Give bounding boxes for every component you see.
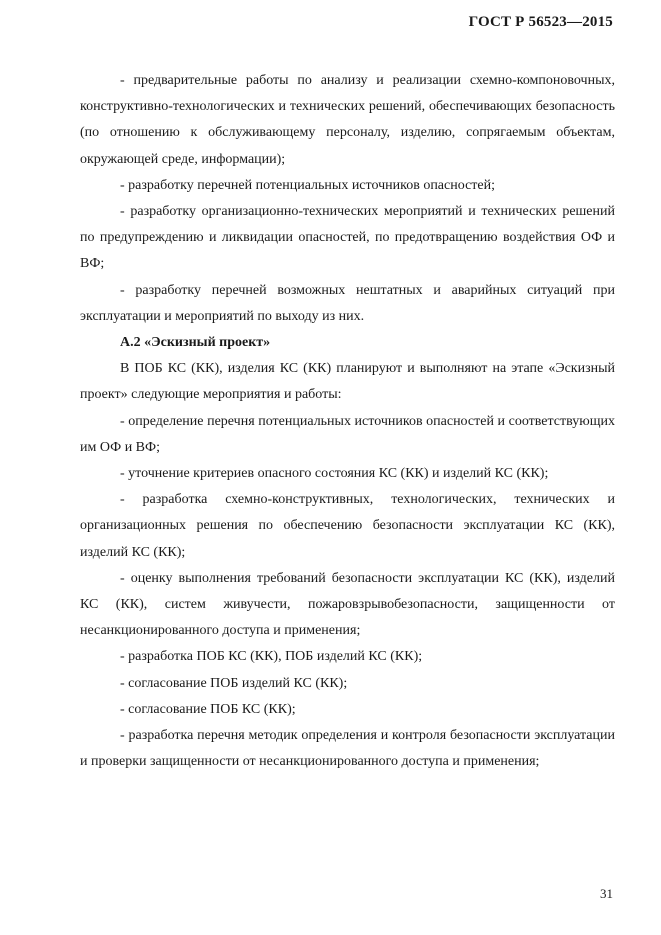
list-item: - предварительные работы по анализу и реализации схемно-компоновочных, конструктивно-технологических и технических решений, обеспечивающих безопасность (по отношению к обслуживающему персоналу, изделию, сопрягаемым объектам, окружающей среде, информации); bbox=[80, 73, 615, 167]
section-intro: В ПОБ КС (КК), изделия КС (КК) планируют и выполняют на этапе «Эскизный проект» следующие мероприятия и работы: bbox=[80, 361, 615, 403]
document-code: ГОСТ Р 56523—2015 bbox=[468, 14, 613, 30]
list-item: - согласование ПОБ КС (КК); bbox=[120, 701, 296, 717]
list-item: - уточнение критериев опасного состояния КС (КК) и изделий КС (КК); bbox=[120, 466, 549, 482]
list-item: - разработку перечней потенциальных источников опасностей; bbox=[120, 177, 496, 193]
list-item: - согласование ПОБ изделий КС (КК); bbox=[120, 675, 348, 691]
page-number: 31 bbox=[600, 886, 613, 901]
list-item: - разработку организационно-технических мероприятий и технических решений по предупреждению и ликвидации опасностей, по предотвращению воздействия ОФ и ВФ; bbox=[80, 204, 615, 272]
section-heading: А.2 «Эскизный проект» bbox=[120, 335, 271, 351]
list-item: - оценку выполнения требований безопасности эксплуатации КС (КК), изделий КС (КК), систем живучести, пожаровзрывобезопасности, защищенности от несанкционированного доступа и применения; bbox=[80, 570, 615, 639]
list-item: - разработку перечней возможных нештатных и аварийных ситуаций при эксплуатации и мероприятий по выходу из них. bbox=[80, 282, 615, 324]
list-item: - определение перечня потенциальных источников опасностей и соответствующих им ОФ и ВФ; bbox=[80, 413, 615, 455]
page-body bbox=[80, 68, 615, 775]
list-item: - разработка схемно-конструктивных, технологических, технических и организационных решения по обеспечению безопасности эксплуатации КС (КК), изделий КС (КК); bbox=[80, 492, 615, 560]
list-item: - разработка ПОБ КС (КК), ПОБ изделий КС (КК); bbox=[120, 649, 423, 665]
list-item: - разработка перечня методик определения и контроля безопасности эксплуатации и проверки защищенности от несанкционированного доступа и применения; bbox=[80, 728, 615, 770]
